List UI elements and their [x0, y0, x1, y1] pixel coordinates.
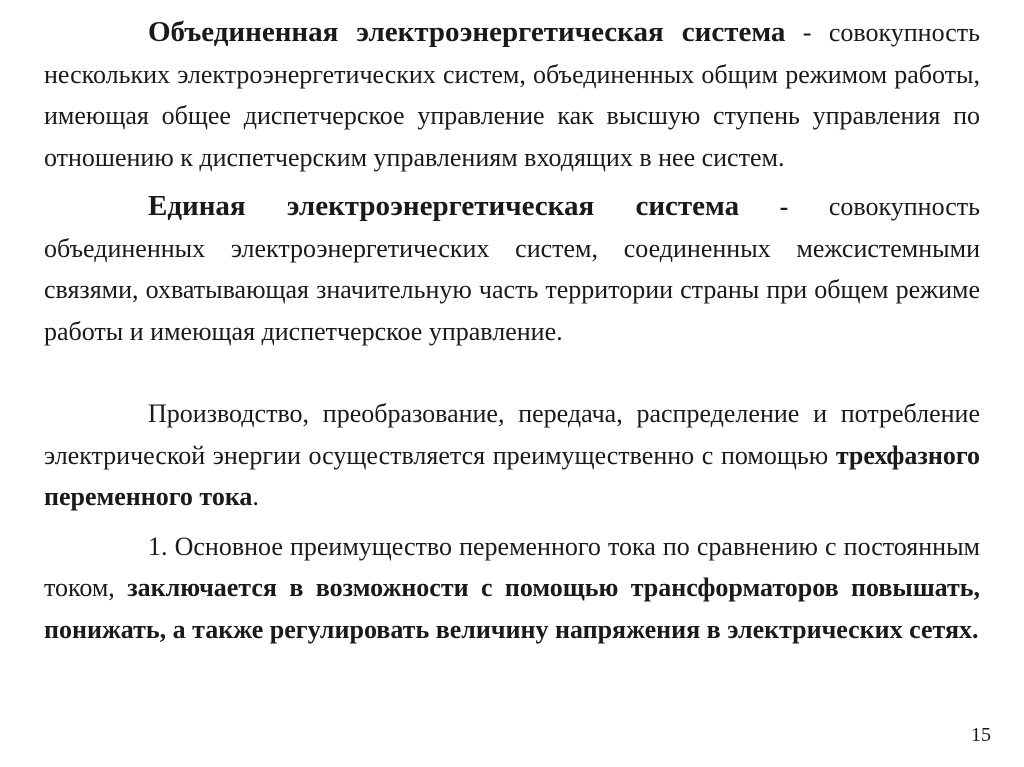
- term-single-power-system: Единая электроэнергетическая система: [148, 190, 740, 222]
- paragraph-single-power-system: [44, 186, 980, 352]
- page-number: 15: [971, 724, 991, 746]
- three-phase-end: .: [252, 482, 259, 511]
- paragraph-three-phase-current: [44, 393, 980, 518]
- ac-advantage-emphasis: заключается в возможности с помощью трансформаторов повышать, понижать, а также регулировать величину напряжения в электрических сетях.: [44, 573, 980, 644]
- slide-content: [44, 12, 980, 650]
- term-dash: -: [785, 18, 829, 47]
- three-phase-emphasis: трехфазного переменного тока: [44, 440, 980, 511]
- paragraph-ac-advantage: [44, 526, 980, 651]
- term-dash: -: [739, 192, 829, 221]
- paragraph-unified-power-system: [44, 12, 980, 178]
- definition-unified-power-system: совокупность нескольких электроэнергетических систем, объединенных общим режимом работы, имеющая общее диспетчерское управление как высшую ступень управления по отношению к диспетчерским управлениям входящих в нее систем.: [44, 18, 980, 172]
- term-unified-power-system: Объединенная электроэнергетическая система: [148, 16, 786, 48]
- definition-single-power-system: совокупность объединенных электроэнергетических систем, соединенных межсистемными связями, охватывающая значительную часть территории страны при общем режиме работы и имеющая диспетчерское управление.: [44, 192, 980, 346]
- three-phase-text: Производство, преобразование, передача, распределение и потребление электрической энергии осуществляется преимущественно с помощью: [44, 399, 980, 470]
- ac-advantage-text: 1. Основное преимущество переменного тока по сравнению с постоянным током,: [44, 531, 980, 602]
